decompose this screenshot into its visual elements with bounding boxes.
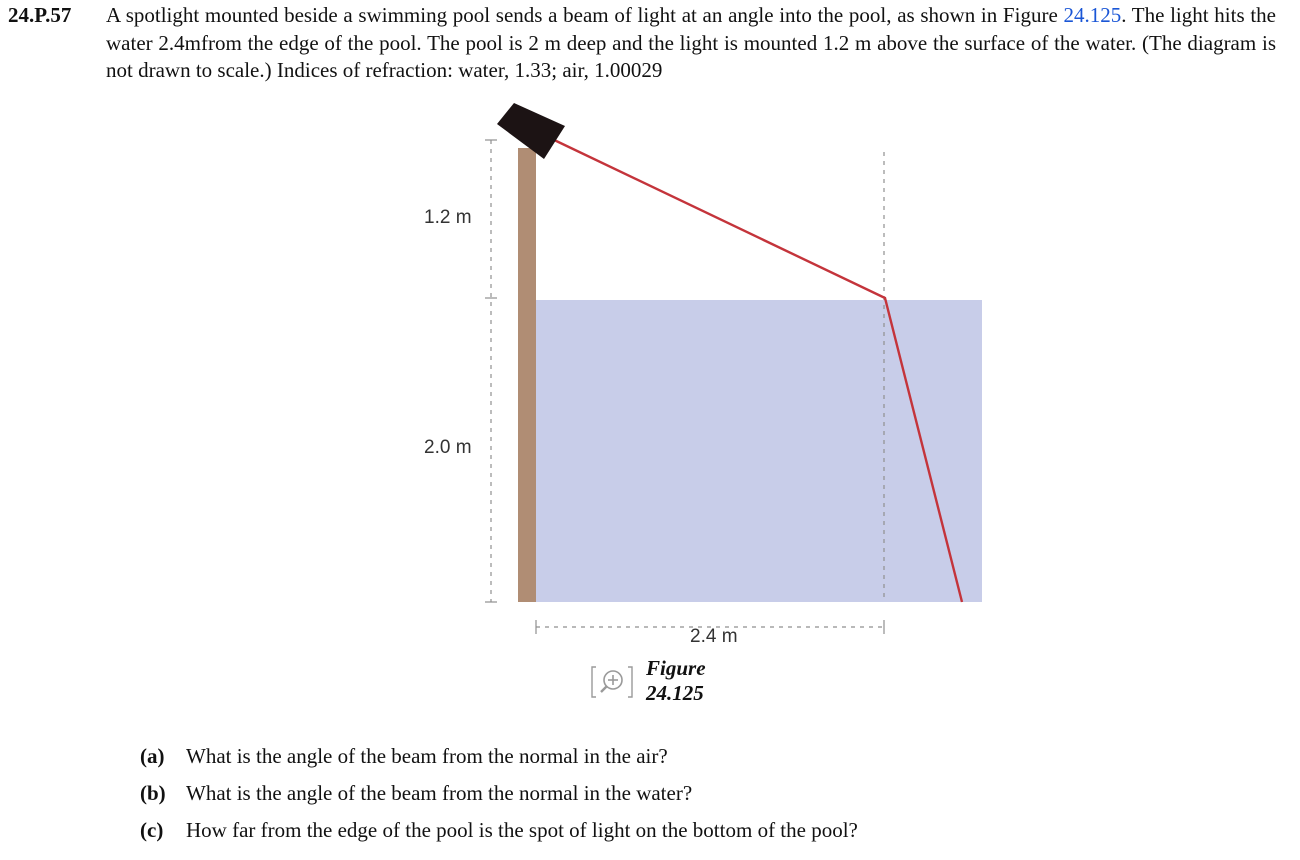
light-pole bbox=[518, 148, 536, 602]
question-letter: (b) bbox=[140, 781, 166, 805]
question-text: How far from the edge of the pool is the spot of light on the bottom of the pool? bbox=[186, 818, 858, 842]
pool-water bbox=[536, 300, 982, 602]
label-depth: 2.0 m bbox=[424, 437, 472, 458]
problem-text-end: . The light hits the water 2.4mfrom the edge of the pool. The pool is 2 m deep and the light is mounted 1.2 m above the surface of the water. (The diagram is not drawn to scale.) Indices of refraction: water, 1.33; air, 1.00029 bbox=[106, 3, 1276, 82]
zoom-in-icon[interactable] bbox=[590, 665, 634, 697]
question-a bbox=[140, 738, 1240, 775]
question-text: What is the angle of the beam from the normal in the air? bbox=[186, 744, 668, 768]
question-letter: (c) bbox=[140, 818, 164, 842]
label-horizontal: 2.4 m bbox=[690, 626, 738, 647]
problem-number: 24.P.57 bbox=[8, 3, 72, 27]
label-height-air: 1.2 m bbox=[424, 207, 472, 228]
problem-text-start: A spotlight mounted beside a swimming pool sends a beam of light at an angle into the pool, as shown in Figure bbox=[106, 3, 1064, 27]
question-text: What is the angle of the beam from the normal in the water? bbox=[186, 781, 693, 805]
question-b bbox=[140, 775, 1240, 812]
question-c bbox=[140, 812, 1240, 849]
figure-caption bbox=[590, 656, 706, 705]
question-letter: (a) bbox=[140, 744, 165, 768]
figure-link[interactable]: 24.125 bbox=[1063, 3, 1122, 27]
figure-caption-text: Figure 24.125 bbox=[646, 656, 706, 705]
questions bbox=[140, 738, 1240, 849]
